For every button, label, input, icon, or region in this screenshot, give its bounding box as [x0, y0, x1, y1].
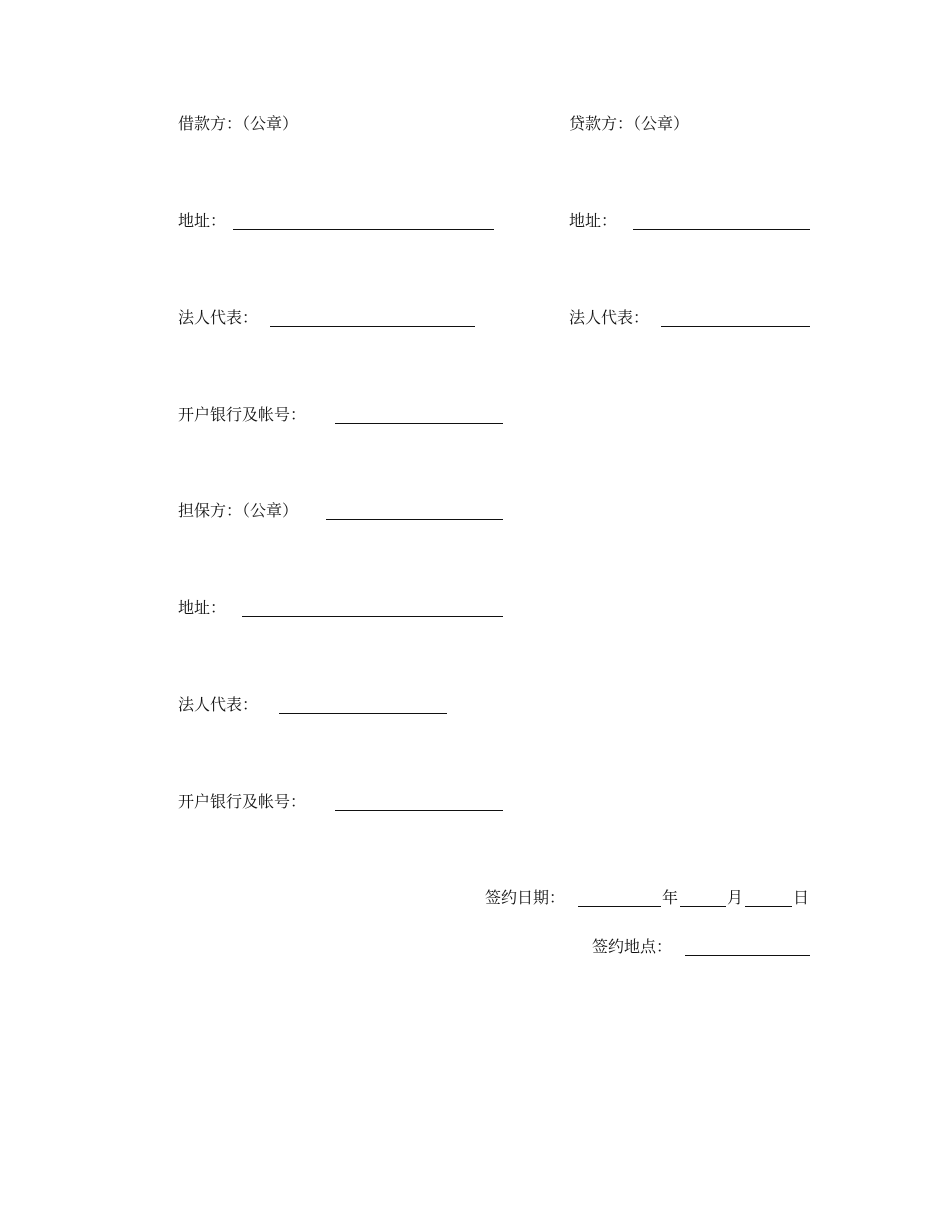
guarantor-address-label: 地址： [178, 598, 227, 617]
signing-month-unit: 月 [727, 888, 744, 907]
signing-day-unit: 日 [793, 888, 810, 907]
guarantor-seal-label: 担保方：（公章） [178, 501, 299, 520]
signing-month-field[interactable] [680, 906, 726, 907]
signing-date-label: 签约日期： [485, 888, 566, 907]
signing-place-label: 签约地点： [592, 937, 673, 956]
borrower-seal-label: 借款方：（公章） [178, 114, 299, 133]
borrower-rep-label: 法人代表： [178, 308, 259, 327]
borrower-bank-label: 开户银行及帐号： [178, 405, 307, 424]
borrower-address-label: 地址： [178, 211, 227, 230]
guarantor-seal-field[interactable] [326, 519, 503, 520]
guarantor-address-field[interactable] [242, 616, 503, 617]
lender-rep-label: 法人代表： [569, 308, 650, 327]
borrower-rep-field[interactable] [270, 326, 475, 327]
guarantor-rep-field[interactable] [279, 713, 447, 714]
signing-year-field[interactable] [578, 906, 661, 907]
borrower-bank-field[interactable] [335, 423, 503, 424]
borrower-address-field[interactable] [233, 229, 494, 230]
signing-day-field[interactable] [745, 906, 792, 907]
lender-rep-field[interactable] [661, 326, 810, 327]
lender-address-label: 地址： [569, 211, 618, 230]
lender-address-field[interactable] [633, 229, 810, 230]
signing-year-unit: 年 [662, 888, 679, 907]
lender-seal-label: 贷款方：（公章） [569, 114, 690, 133]
signing-date-row [485, 887, 811, 909]
guarantor-bank-label: 开户银行及帐号： [178, 792, 307, 811]
guarantor-bank-field[interactable] [335, 810, 503, 811]
signing-place-field[interactable] [685, 955, 810, 956]
signing-place-row [592, 936, 811, 958]
guarantor-rep-label: 法人代表： [178, 695, 259, 714]
